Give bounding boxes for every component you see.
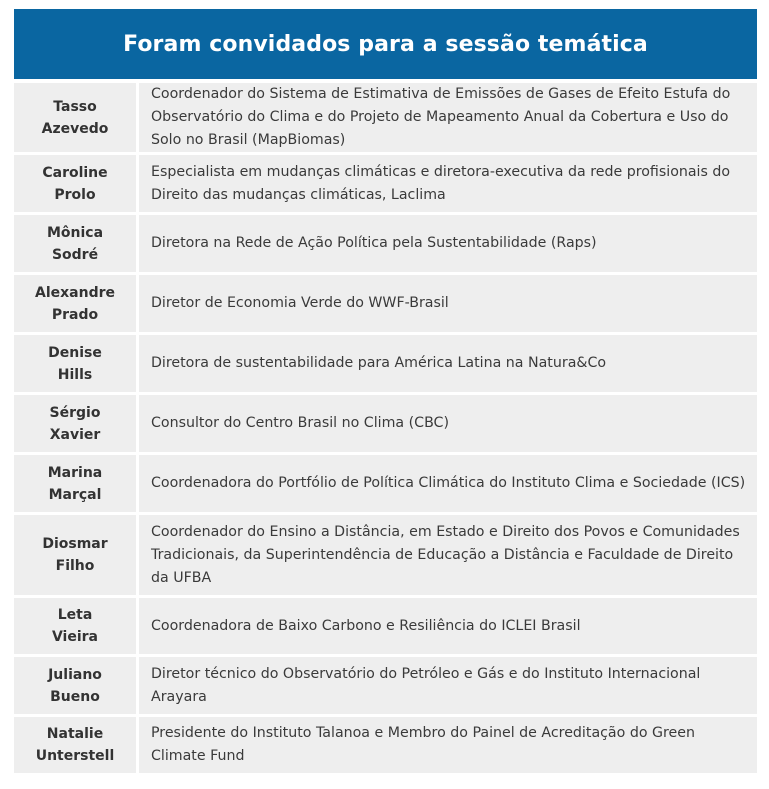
name-line-2: Hills	[57, 366, 93, 383]
participant-name	[14, 215, 139, 272]
table-row	[14, 455, 757, 512]
participant-role: Diretor de Economia Verde do WWF-Brasil	[139, 275, 757, 332]
participant-role: Coordenador do Ensino a Distância, em Estado e Direito dos Povos e Comunidades Tradicionais, da Superintendência de Educação a Distância e Faculdade de Direito da UFBA	[139, 515, 757, 595]
table-row	[14, 657, 757, 714]
participant-name	[14, 717, 139, 773]
table-row	[14, 215, 757, 272]
page-title: Foram convidados para a sessão temática	[14, 9, 757, 79]
participant-name	[14, 598, 139, 654]
participants-table	[14, 80, 757, 776]
table-row	[14, 155, 757, 212]
participant-name	[14, 515, 139, 595]
name-line-1: Alexandre	[35, 284, 115, 301]
participant-name	[14, 83, 139, 152]
participant-role: Coordenadora de Baixo Carbono e Resiliência do ICLEI Brasil	[139, 598, 757, 654]
participant-name	[14, 657, 139, 714]
table-row	[14, 515, 757, 595]
table-row	[14, 395, 757, 452]
participant-role: Diretor técnico do Observatório do Petróleo e Gás e do Instituto Internacional Arayara	[139, 657, 757, 714]
name-line-2: Unterstell	[35, 748, 115, 764]
participant-role: Presidente do Instituto Talanoa e Membro do Painel de Acreditação do Green Climate Fund	[139, 717, 757, 773]
name-line-1: Caroline	[42, 164, 108, 181]
participant-name	[14, 455, 139, 512]
table-row	[14, 335, 757, 392]
name-line-2: Marçal	[48, 486, 102, 503]
participant-role: Diretora na Rede de Ação Política pela Sustentabilidade (Raps)	[139, 215, 757, 272]
table-row	[14, 275, 757, 332]
participants-panel	[14, 9, 757, 776]
name-line-1: Tasso	[53, 98, 97, 115]
table-row	[14, 717, 757, 773]
table-row	[14, 598, 757, 654]
table-row	[14, 83, 757, 152]
participant-name	[14, 395, 139, 452]
name-line-1: Sérgio	[49, 404, 101, 421]
name-line-1: Juliano	[48, 666, 102, 683]
name-line-2: Azevedo	[41, 120, 109, 137]
name-line-1: Marina	[47, 464, 103, 481]
participant-role: Coordenador do Sistema de Estimativa de Emissões de Gases de Efeito Estufa do Observatório do Clima e do Projeto de Mapeamento Anual da Cobertura e Uso do Solo no Brasil (MapBiomas)	[139, 83, 757, 152]
name-line-1: Leta	[57, 607, 93, 623]
participant-role: Especialista em mudanças climáticas e diretora-executiva da rede profisionais do Direito das mudanças climáticas, Laclima	[139, 155, 757, 212]
participant-name	[14, 275, 139, 332]
participant-role: Diretora de sustentabilidade para América Latina na Natura&Co	[139, 335, 757, 392]
name-line-1: Mônica	[46, 224, 104, 241]
participant-role: Consultor do Centro Brasil no Clima (CBC)	[139, 395, 757, 452]
participant-name	[14, 155, 139, 212]
name-line-1: Diosmar	[42, 536, 108, 552]
participant-name	[14, 335, 139, 392]
name-line-2: Vieira	[51, 629, 99, 645]
name-line-2: Prado	[51, 306, 99, 323]
name-line-2: Prolo	[54, 186, 96, 203]
name-line-2: Xavier	[49, 426, 101, 443]
name-line-2: Sodré	[51, 246, 99, 263]
name-line-2: Filho	[55, 558, 95, 574]
participant-role: Coordenadora do Portfólio de Política Climática do Instituto Clima e Sociedade (ICS)	[139, 455, 757, 512]
name-line-2: Bueno	[50, 688, 100, 705]
name-line-1: Natalie	[46, 726, 104, 742]
name-line-1: Denise	[48, 344, 102, 361]
